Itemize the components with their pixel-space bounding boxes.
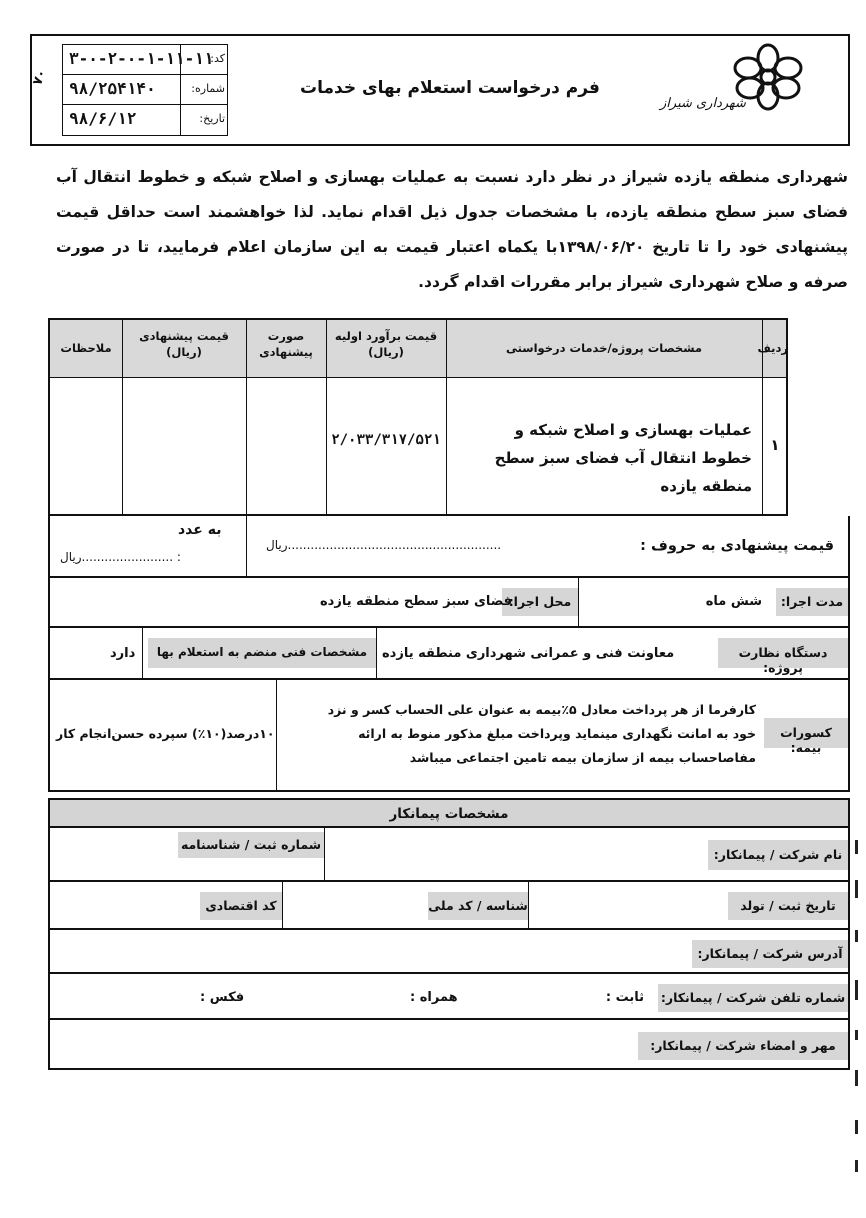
number-label: شماره: <box>191 82 225 95</box>
national-id-label: شناسه / کد ملی <box>428 892 528 920</box>
th-notes: ملاحظات <box>60 341 112 355</box>
th-schedule: صورت پیشنهادی <box>259 329 313 359</box>
supervision-label: دستگاه نظارت پروژه: <box>718 638 848 668</box>
contractor-ids-row <box>48 882 850 930</box>
tech-specs-value: دارد <box>110 646 136 661</box>
cell-offer[interactable] <box>122 378 246 518</box>
location-value: فضای سبز سطح منطقه یازده <box>320 594 513 609</box>
contractor-phone-row <box>48 974 850 1020</box>
th-spec: مشخصات پروژه/خدمات درخواستی <box>505 341 703 355</box>
margin-scan-marks <box>852 840 862 1180</box>
date-label: تاریخ: <box>199 112 225 125</box>
code-label: کد: <box>210 52 225 65</box>
meta-box <box>62 44 228 136</box>
th-row-no: ردیف <box>757 341 788 355</box>
intro-paragraph: شهرداری منطقه یازده شیراز در نظر دارد نسبت به عملیات بهسازی و اصلاح شبکه و خطوط انتقال آب فضای سبز سطح منطقه یازده، با مشخصات جدول ذیل اقدام نماید. لذا خواهشمند است حداقل قیمت پیشنهادی خود را تا تاریخ ۱۳۹۸/۰۶/۲۰با یکماه اعتبار قیمت به این سازمان اعلام فرمایید، تا در صورت صرفه و صلاح شهرداری شیراز برابر مقررات اقدام گردد. <box>56 168 848 291</box>
price-words-label: قیمت پیشنهادی به حروف : <box>640 538 834 554</box>
price-number-field[interactable]: : ........................ریال <box>60 550 181 564</box>
meta-row-number <box>63 75 227 105</box>
reg-date-label: تاریخ ثبت / تولد <box>728 892 848 920</box>
price-number-label: به عدد <box>178 522 222 538</box>
logo-caption: شهرداری شیراز <box>660 96 746 111</box>
cell-spec: عملیات بهسازی و اصلاح شبکه و خطوط انتقال آب فضای سبز سطح منطقه یازده <box>494 421 752 495</box>
price-words-field[interactable]: ........................................................ریال <box>266 538 502 552</box>
company-name-label: نام شرکت / پیمانکار: <box>708 840 848 870</box>
fax-label: فکس : <box>200 990 245 1005</box>
th-offer: قیمت پیشنهادی (ریال) <box>139 329 229 359</box>
contractor-name-row <box>48 828 850 882</box>
contractor-seal-row <box>48 1020 850 1070</box>
supervision-value: معاونت فنی و عمرانی شهرداری منطقه یازده <box>382 646 675 661</box>
cell-row-no: ۱ <box>770 436 780 454</box>
code-value: ۳-۰-۲-۰-۱-۱۱-۱۱ <box>69 49 214 68</box>
phone-mobile-label: همراه : <box>410 990 458 1005</box>
retention-text: ۱۰درصد(۱۰٪) سپرده حسن‌انجام کار <box>56 726 275 741</box>
contractor-section-title: مشخصات پیمانکار <box>48 798 850 828</box>
meta-row-code <box>63 45 227 75</box>
economic-code-label: کد اقتصادی <box>200 892 282 920</box>
phone-label: شماره تلفن شرکت / پیمانکار: <box>658 984 848 1012</box>
insurance-line-3: مفاصاحساب بیمه از سازمان بیمه تامین اجتماعی میباشد <box>409 750 756 765</box>
form-title: فرم درخواست استعلام بهای خدمات <box>300 78 600 98</box>
insurance-line-1: کارفرما از هر پرداخت معادل ۵٪بیمه به عنوان علی الحساب کسر و نزد <box>327 702 756 717</box>
number-value: ۹۸/۲۵۴۱۴۰ <box>69 79 156 98</box>
cell-notes[interactable] <box>50 378 122 518</box>
registration-label: شماره ثبت / شناسنامه <box>178 832 324 858</box>
supervision-row <box>48 628 850 680</box>
address-label: آدرس شرکت / پیمانکار: <box>692 940 848 968</box>
insurance-label: کسورات بیمه: <box>764 718 848 748</box>
execution-row <box>48 578 850 628</box>
handwritten-mark: ۷۰ <box>30 67 50 88</box>
contractor-address-row <box>48 930 850 974</box>
th-estimate: قیمت برآورد اولیه (ریال) <box>334 329 438 359</box>
duration-label: مدت اجرا: <box>776 588 848 616</box>
cell-schedule[interactable] <box>246 378 326 518</box>
phone-fixed-label: ثابت : <box>605 990 644 1005</box>
insurance-line-2: خود به امانت نگهداری مینماید وپرداخت مبلغ مذکور منوط به ارائه <box>358 726 756 741</box>
items-table <box>48 318 788 516</box>
conditions-row <box>48 680 850 792</box>
tech-specs-label: مشخصات فنی منضم به استعلام بها <box>148 638 376 668</box>
location-label: محل اجرا: <box>502 588 578 616</box>
meta-row-date <box>63 105 227 135</box>
date-value: ۹۸/۶/۱۲ <box>69 109 137 128</box>
price-row <box>48 516 850 578</box>
cell-estimate: ۲/۰۳۳/۳۱۷/۵۲۱ <box>331 432 441 448</box>
duration-value: شش ماه <box>705 594 762 609</box>
seal-signature-label: مهر و امضاء شرکت / پیمانکار: <box>638 1032 848 1060</box>
